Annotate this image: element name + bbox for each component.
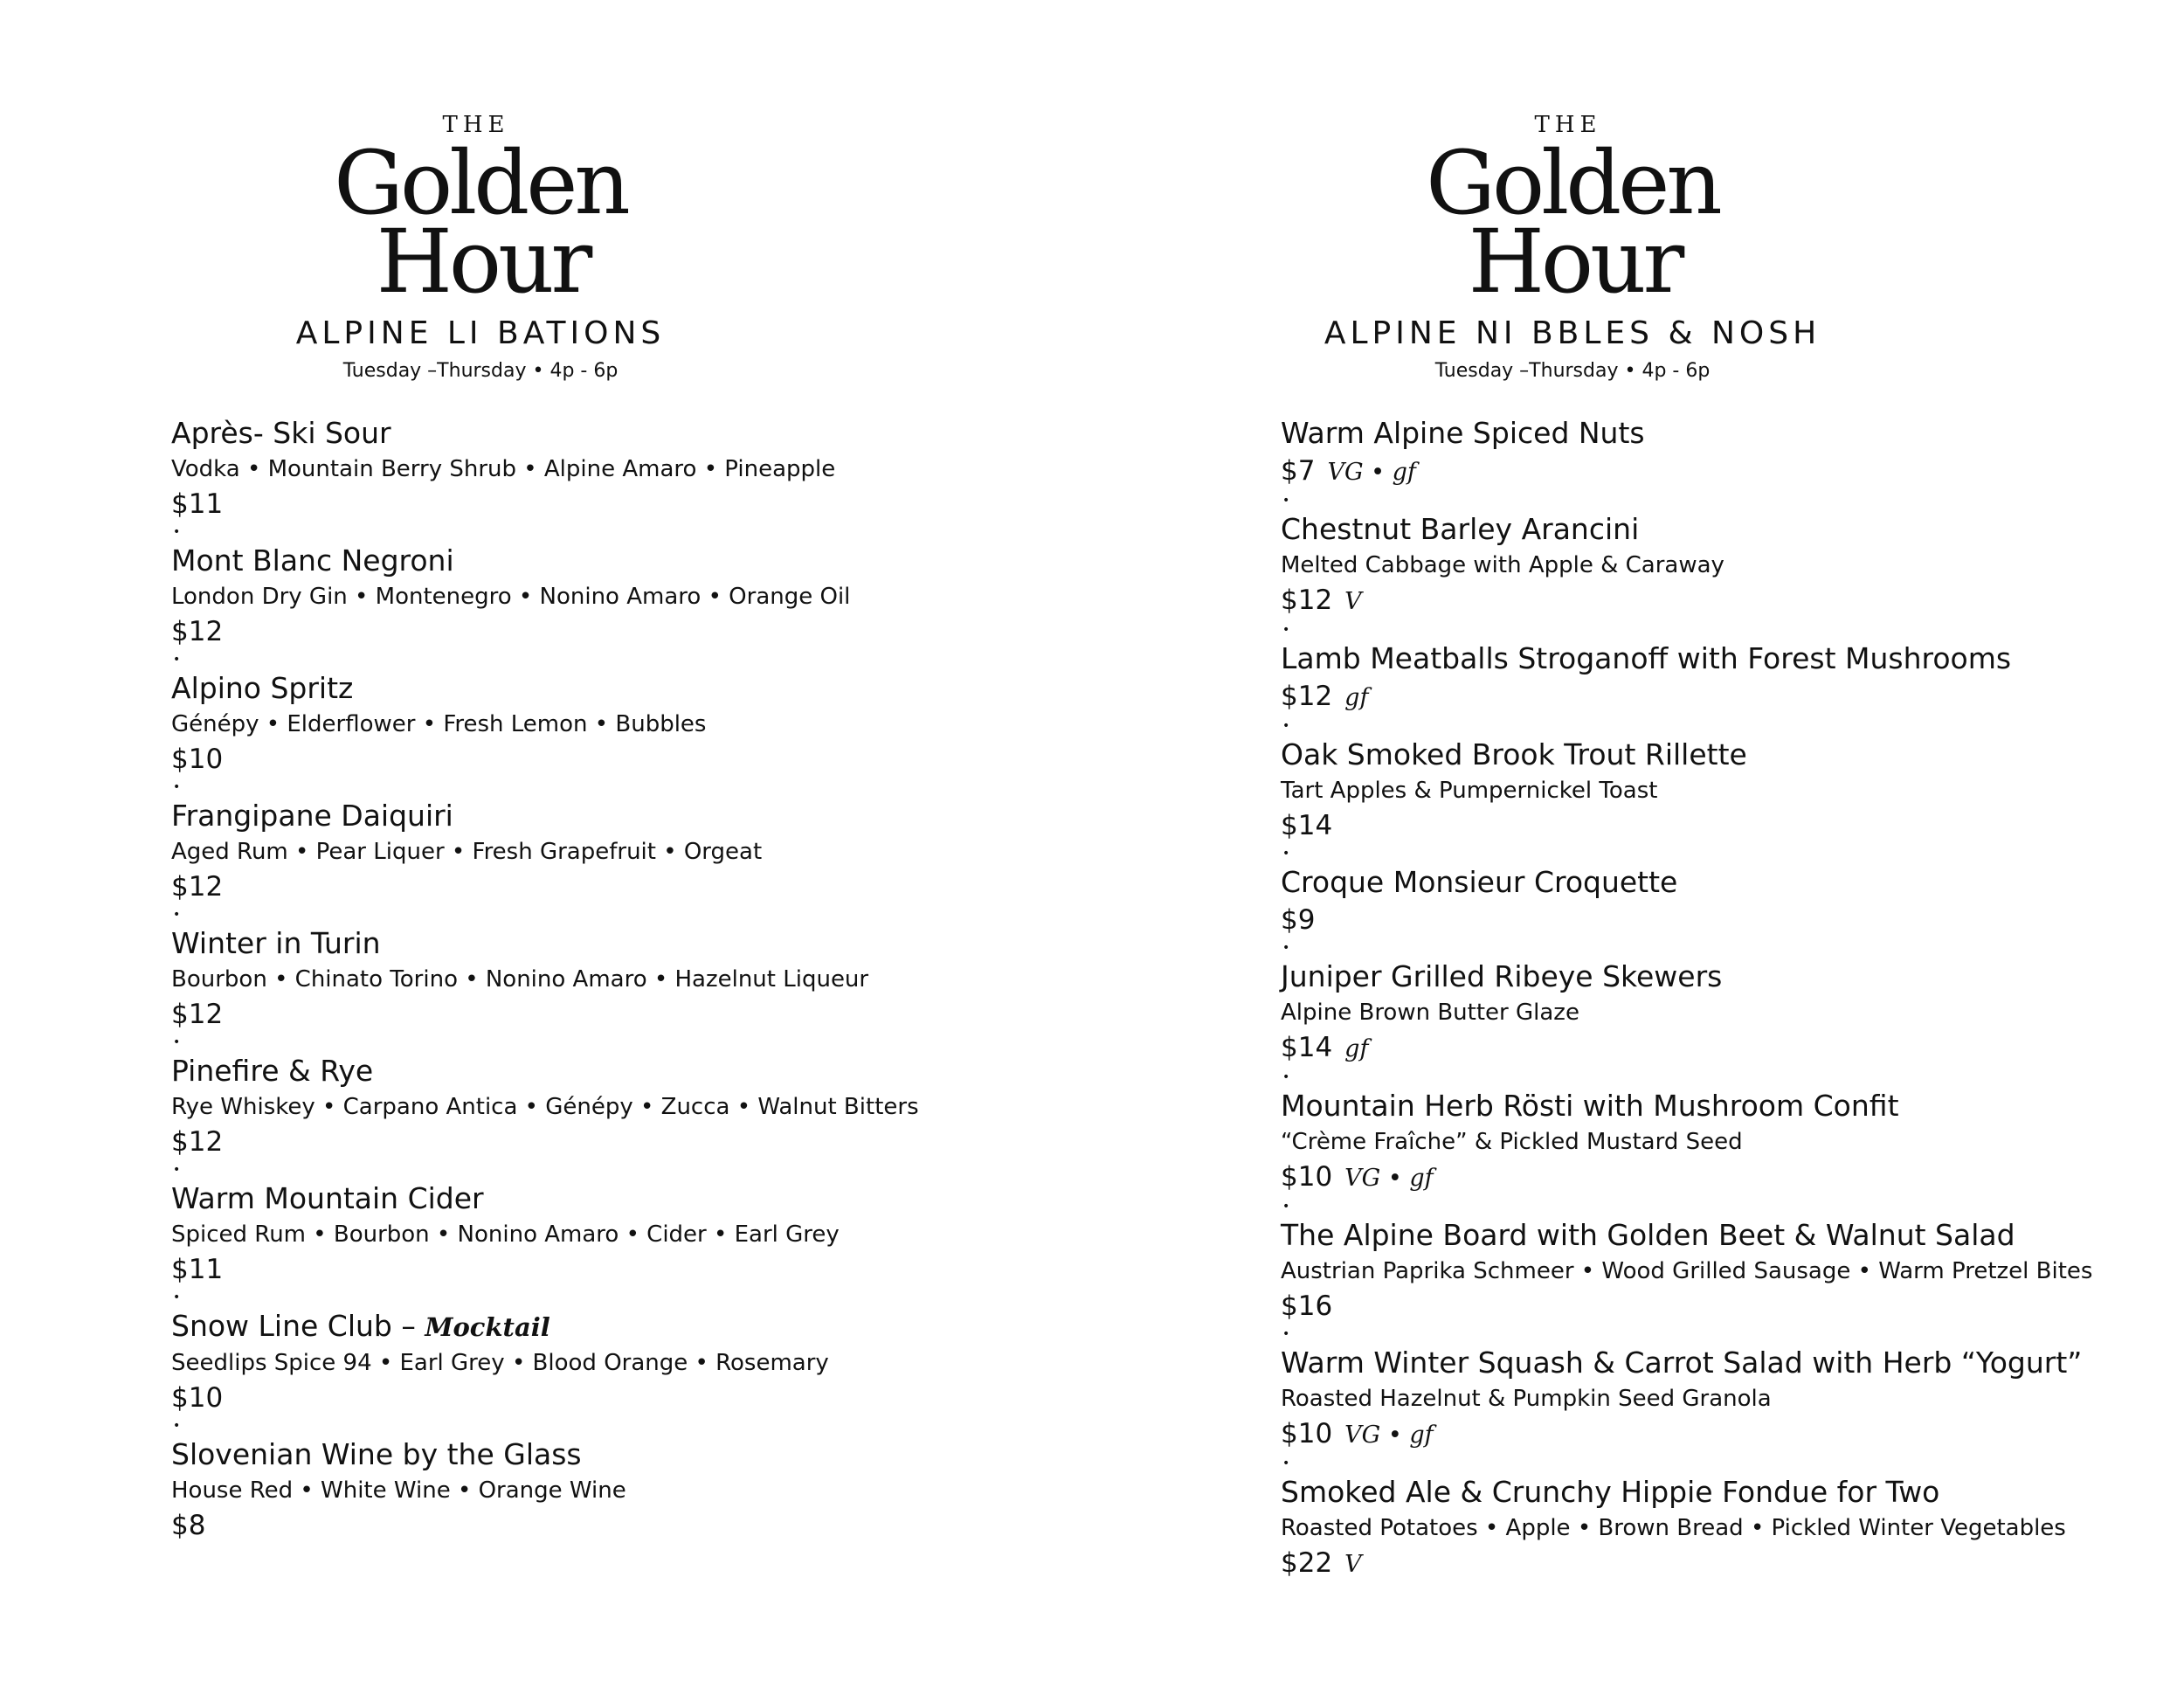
item-price-row (1281, 1415, 2163, 1454)
menu-item (1281, 414, 2163, 510)
item-separator: • (1282, 1456, 1290, 1470)
item-price: $12 (1281, 681, 1333, 712)
item-name: Winter in Turin (171, 926, 381, 960)
menu-item (171, 1307, 1045, 1435)
item-separator: • (1282, 1070, 1290, 1084)
item-price: $22 (1281, 1547, 1333, 1579)
item-name-row (1281, 510, 2163, 549)
item-price: $10 (1281, 1418, 1333, 1449)
item-note: Mocktail (425, 1312, 550, 1342)
brand-logo (1092, 112, 2184, 384)
item-description: “Crème Fraîche” & Pickled Mustard Seed (1281, 1129, 1743, 1155)
item-description: Austrian Paprika Schmeer • Wood Grilled Sausage • Warm Pretzel Bites (1281, 1258, 2093, 1284)
item-description: Génépy • Elderflower • Fresh Lemon • Bubbles (171, 711, 707, 737)
item-separator: • (1282, 1327, 1290, 1341)
item-name: Warm Winter Squash & Carrot Salad with Herb “Yogurt” (1281, 1346, 2083, 1380)
item-separator: • (1282, 494, 1290, 508)
item-price-row (1281, 582, 2163, 620)
item-separator: • (173, 653, 181, 667)
menu-hours: Tuesday –Thursday • 4p - 6p (342, 360, 619, 382)
menu-item (171, 669, 1045, 797)
item-price: $10 (171, 1382, 224, 1414)
logo-the: THE (1534, 112, 1602, 138)
item-description: Spiced Rum • Bourbon • Nonino Amaro • Cider • Earl Grey (171, 1221, 840, 1248)
item-price: $12 (171, 1126, 224, 1158)
item-name: Lamb Meatballs Stroganoff with Forest Mushrooms (1281, 641, 2012, 675)
item-description: Rye Whiskey • Carpano Antica • Génépy • Zucca • Walnut Bitters (171, 1094, 919, 1120)
item-price-row (171, 996, 1045, 1033)
item-name-row (171, 414, 1045, 453)
item-price-row (171, 1380, 1045, 1416)
item-description: Roasted Hazelnut & Pumpkin Seed Granola (1281, 1386, 1772, 1412)
menu-item (1281, 640, 2163, 736)
dietary-tags: VG • gf (1344, 1165, 1434, 1192)
nibbles-menu-panel (1092, 0, 2184, 1688)
menu-item (1281, 1087, 2163, 1216)
item-price-row (1281, 1159, 2163, 1197)
item-price: $14 (1281, 1032, 1333, 1063)
item-name: Mont Blanc Negroni (171, 543, 454, 578)
item-name-row (171, 1180, 1045, 1218)
item-description: House Red • White Wine • Orange Wine (171, 1477, 626, 1504)
logo-hour: Hour (1468, 211, 1682, 313)
item-name-row (1281, 736, 2163, 774)
menu-item (171, 1435, 1045, 1544)
menu-item (1281, 1473, 2163, 1583)
dietary-tags: VG • gf (1344, 1422, 1434, 1449)
item-name-row (1281, 1344, 2163, 1382)
menu-subtitle: ALPINE NI BBLES & NOSH (1324, 315, 1821, 351)
dietary-tags: V (1344, 588, 1362, 615)
menu-item (1281, 510, 2163, 640)
item-separator: • (1282, 719, 1290, 733)
item-price-row (1281, 1029, 2163, 1068)
item-price-row (1281, 902, 2163, 938)
item-price: $12 (171, 616, 224, 647)
item-price: $11 (171, 488, 224, 520)
item-price-row (171, 868, 1045, 905)
item-price: $16 (1281, 1290, 1333, 1322)
item-separator: • (173, 1290, 181, 1304)
item-name: Juniper Grilled Ribeye Skewers (1281, 959, 1723, 993)
item-price-row (171, 1507, 1045, 1544)
item-price-row (171, 613, 1045, 650)
menu-item (1281, 1344, 2163, 1473)
menu-item (1281, 958, 2163, 1087)
item-description: Roasted Potatoes • Apple • Brown Bread • Pickled Winter Vegetables (1281, 1515, 2066, 1541)
item-name-row (171, 542, 1045, 580)
menu-item (171, 542, 1045, 669)
item-name-row (171, 669, 1045, 708)
item-name: Mountain Herb Rösti with Mushroom Confit (1281, 1089, 1899, 1123)
item-name-row (171, 797, 1045, 835)
item-price-row (171, 1124, 1045, 1160)
item-name: Pinefire & Rye (171, 1054, 374, 1088)
item-separator: • (1282, 847, 1290, 861)
item-separator: • (173, 525, 181, 539)
item-price: $12 (171, 999, 224, 1030)
item-description: Tart Apples & Pumpernickel Toast (1281, 778, 1658, 804)
item-name-row (171, 924, 1045, 963)
item-price: $8 (171, 1510, 206, 1541)
item-price-row (1281, 453, 2163, 491)
item-description: Melted Cabbage with Apple & Caraway (1281, 552, 1724, 578)
item-name-row (171, 1307, 1045, 1346)
food-list (1281, 414, 2163, 1583)
item-price-row (171, 741, 1045, 778)
item-name-row (1281, 414, 2163, 453)
item-price: $10 (1281, 1161, 1333, 1193)
item-price: $12 (1281, 585, 1333, 616)
logo-the: THE (442, 112, 510, 138)
item-price-row (1281, 1288, 2163, 1325)
item-price: $12 (171, 871, 224, 903)
item-separator: • (173, 908, 181, 922)
item-price: $11 (171, 1254, 224, 1285)
item-description: Seedlips Spice 94 • Earl Grey • Blood Orange • Rosemary (171, 1350, 829, 1376)
menu-item (1281, 1216, 2163, 1344)
item-price-row (171, 1251, 1045, 1288)
item-name: Alpino Spritz (171, 671, 354, 705)
item-name: The Alpine Board with Golden Beet & Walnut Salad (1281, 1218, 2015, 1252)
item-name: Warm Alpine Spiced Nuts (1281, 416, 1645, 450)
item-description: London Dry Gin • Montenegro • Nonino Amaro • Orange Oil (171, 584, 851, 610)
item-separator: • (1282, 623, 1290, 637)
item-price: $10 (171, 744, 224, 775)
item-separator: • (173, 1163, 181, 1177)
menu-item (1281, 736, 2163, 863)
item-separator: • (1282, 1200, 1290, 1214)
item-name: Snow Line Club – (171, 1309, 425, 1343)
item-name: Oak Smoked Brook Trout Rillette (1281, 737, 1747, 771)
logo-golden: Golden (334, 132, 627, 234)
menu-item (171, 1052, 1045, 1180)
item-price-row (1281, 1545, 2163, 1583)
item-name-row (1281, 1216, 2163, 1255)
dietary-tags: V (1344, 1551, 1362, 1578)
item-price: $14 (1281, 810, 1333, 841)
menu-item (1281, 863, 2163, 958)
drink-list (171, 414, 1045, 1544)
logo-golden: Golden (1426, 132, 1719, 234)
item-name-row (1281, 1087, 2163, 1125)
dietary-tags: gf (1344, 684, 1369, 711)
item-price-row (171, 486, 1045, 522)
item-name: Slovenian Wine by the Glass (171, 1437, 582, 1471)
item-name: Smoked Ale & Crunchy Hippie Fondue for Two (1281, 1475, 1940, 1509)
item-separator: • (173, 1419, 181, 1433)
menu-item (171, 797, 1045, 924)
dietary-tags: VG • gf (1327, 459, 1416, 486)
item-name: Croque Monsieur Croquette (1281, 865, 1678, 899)
item-name-row (1281, 640, 2163, 678)
brand-logo (0, 112, 1092, 384)
item-description: Vodka • Mountain Berry Shrub • Alpine Amaro • Pineapple (171, 456, 836, 482)
item-description: Alpine Brown Butter Glaze (1281, 1000, 1579, 1026)
item-name-row (1281, 958, 2163, 996)
item-name-row (1281, 863, 2163, 902)
dietary-tags: gf (1344, 1035, 1369, 1062)
item-price-row (1281, 678, 2163, 716)
item-price-row (1281, 807, 2163, 844)
item-separator: • (1282, 941, 1290, 955)
item-name-row (171, 1435, 1045, 1474)
menu-item (171, 414, 1045, 542)
logo-hour: Hour (376, 211, 590, 313)
menu-item (171, 1180, 1045, 1307)
item-separator: • (173, 780, 181, 794)
item-name-row (1281, 1473, 2163, 1512)
item-separator: • (173, 1035, 181, 1049)
item-price: $9 (1281, 904, 1316, 936)
menu-subtitle: ALPINE LI BATIONS (295, 315, 666, 351)
item-name-row (171, 1052, 1045, 1090)
item-name: Chestnut Barley Arancini (1281, 512, 1640, 546)
item-name: Warm Mountain Cider (171, 1181, 484, 1215)
item-price: $7 (1281, 455, 1316, 487)
item-name: Après- Ski Sour (171, 416, 391, 450)
item-description: Bourbon • Chinato Torino • Nonino Amaro • Hazelnut Liqueur (171, 966, 869, 993)
item-name: Frangipane Daiquiri (171, 799, 453, 833)
item-description: Aged Rum • Pear Liquer • Fresh Grapefruit • Orgeat (171, 839, 763, 865)
menu-hours: Tuesday –Thursday • 4p - 6p (1434, 360, 1711, 382)
menu-item (171, 924, 1045, 1052)
